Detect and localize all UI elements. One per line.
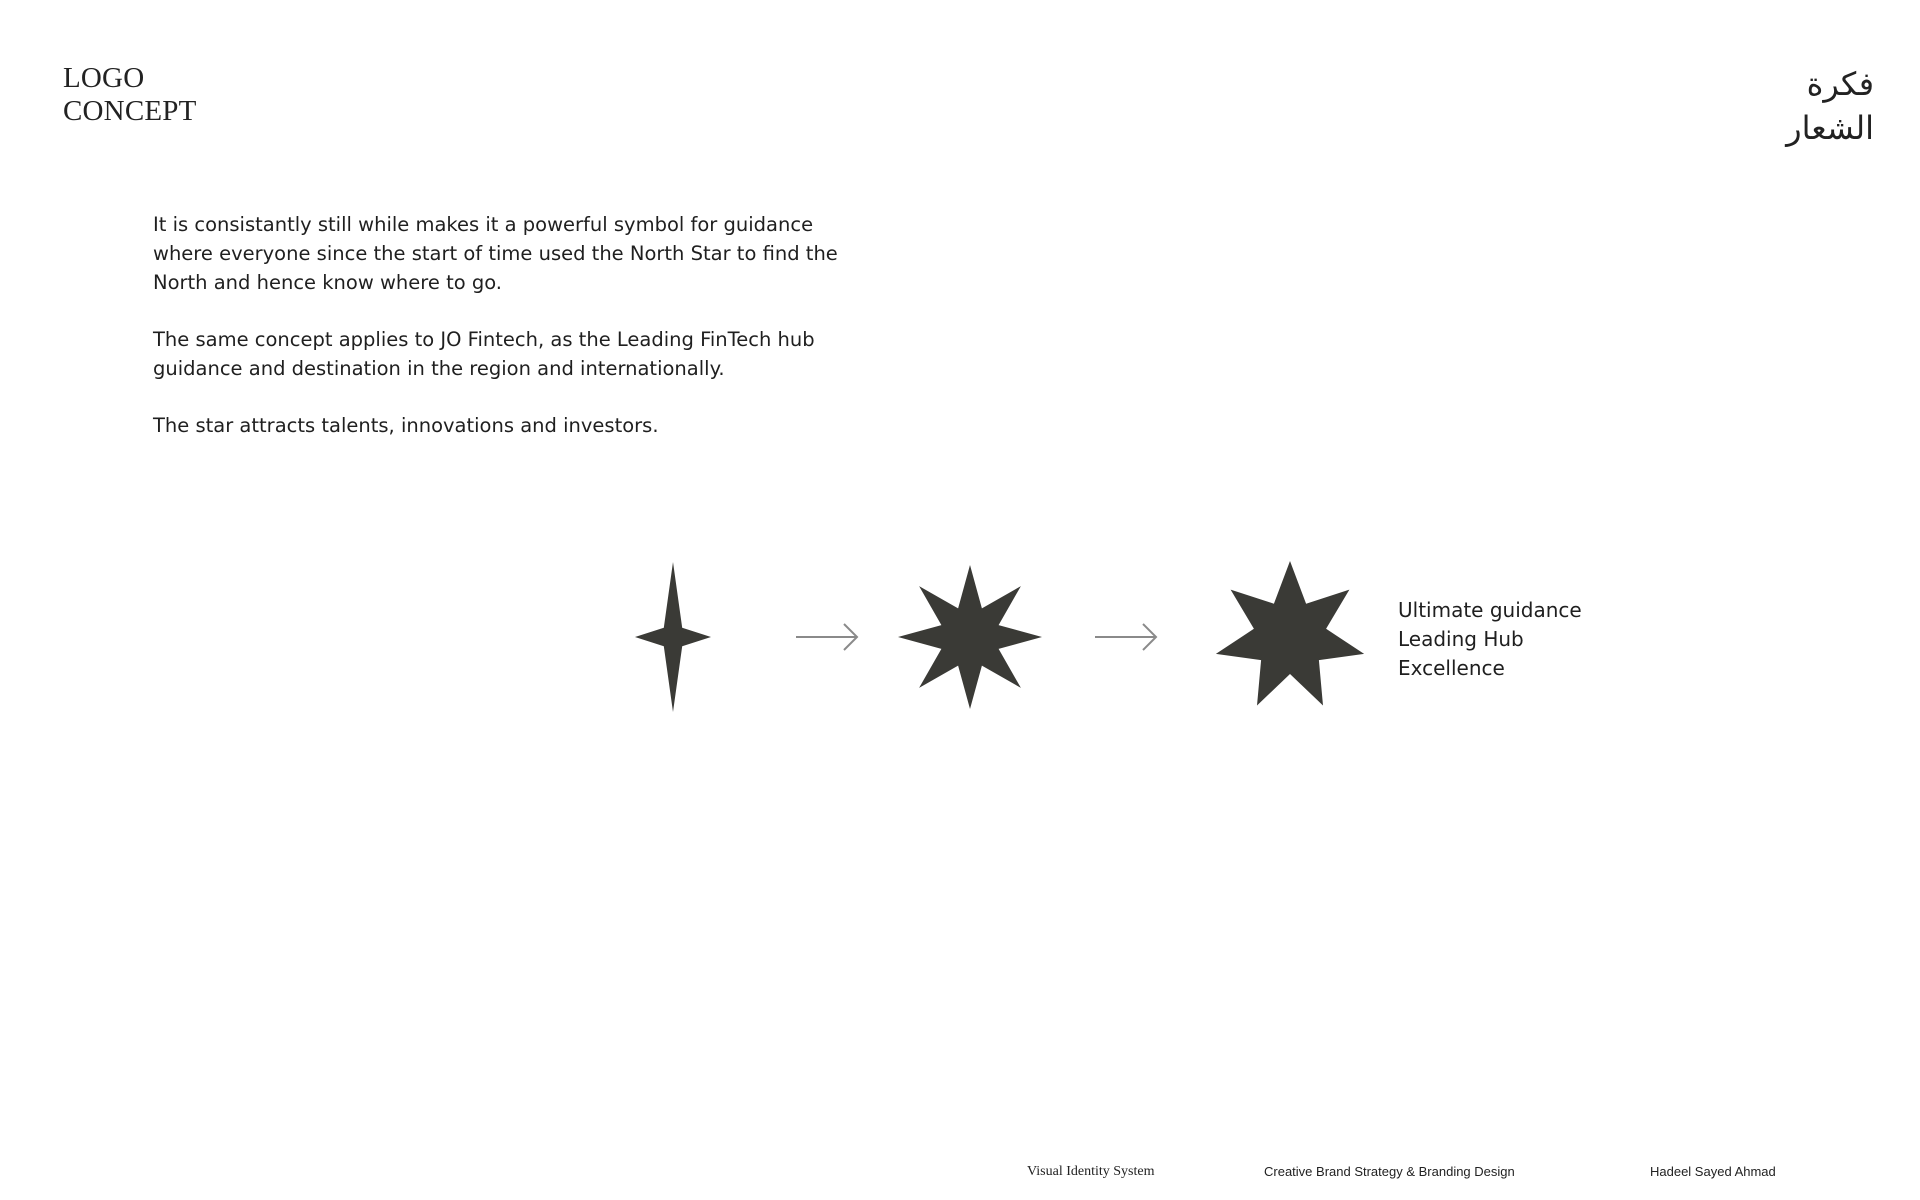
paragraph-line: It is consistantly still while makes it a powerful symbol for guidance (153, 213, 814, 236)
page-title-ar (1786, 62, 1874, 150)
concept-description (153, 210, 873, 468)
meaning-item: Ultimate guidance (1398, 598, 1582, 622)
footer-author: Hadeel Sayed Ahmad (1650, 1164, 1776, 1179)
paragraph-line: where everyone since the start of time used the North Star to find the (153, 242, 838, 265)
paragraph-jo-fintech (153, 325, 873, 383)
arrow-right-icon (1095, 624, 1156, 650)
eight-point-star-icon (898, 565, 1042, 709)
paragraph-line: The star attracts talents, innovations and investors. (153, 414, 659, 437)
page-title-ar-line1: فكرة (1806, 65, 1874, 103)
page-title-en-line1: LOGO (63, 62, 145, 94)
meaning-item: Excellence (1398, 656, 1505, 680)
paragraph-line: guidance and destination in the region and internationally. (153, 357, 725, 380)
seven-point-star-icon (1216, 561, 1364, 706)
meaning-item: Leading Hub (1398, 627, 1524, 651)
paragraph-line: North and hence know where to go. (153, 271, 503, 294)
page-title-en (63, 62, 197, 128)
paragraph-line: The same concept applies to JO Fintech, as the Leading FinTech hub (153, 328, 815, 351)
footer-project: Visual Identity System (1027, 1164, 1155, 1179)
paragraph-attracts (153, 411, 873, 440)
footer-service: Creative Brand Strategy & Branding Design (1264, 1164, 1515, 1179)
page-title-ar-line2: الشعار (1786, 109, 1874, 147)
four-point-star-icon (635, 562, 711, 712)
arrow-right-icon (796, 624, 857, 650)
page-title-en-line2: CONCEPT (63, 95, 197, 127)
paragraph-north-star (153, 210, 873, 297)
star-meanings (1398, 596, 1582, 683)
